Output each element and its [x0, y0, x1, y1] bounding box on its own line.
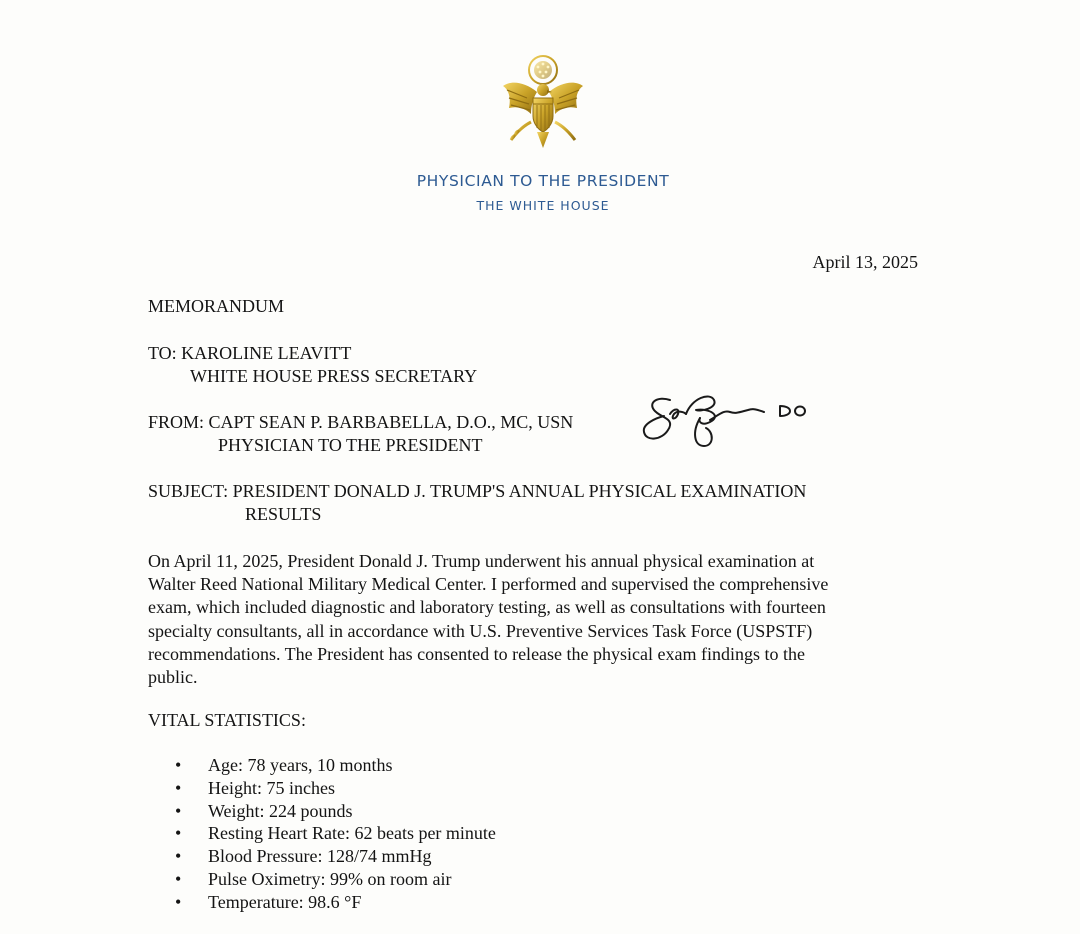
handwritten-signature — [640, 392, 820, 456]
vital-pulse-oximetry: Pulse Oximetry: 99% on room air — [208, 868, 452, 889]
bullet-icon: • — [175, 823, 182, 844]
vital-age: Age: 78 years, 10 months — [208, 755, 393, 775]
list-item — [175, 754, 496, 777]
great-seal-eagle-icon — [497, 52, 589, 152]
to-recipient: TO: KAROLINE LEAVITT — [148, 343, 352, 363]
to-recipient-title: WHITE HOUSE PRESS SECRETARY — [190, 366, 478, 386]
vital-height: Height: 75 inches — [208, 777, 335, 798]
bullet-icon: • — [175, 891, 182, 912]
list-item — [175, 845, 496, 868]
vital-blood-pressure: Blood Pressure: 128/74 mmHg — [208, 846, 432, 867]
subject-line: SUBJECT: PRESIDENT DONALD J. TRUMP'S ANNUAL PHYSICAL EXAMINATION — [148, 481, 807, 501]
memo-date: April 13, 2025 — [812, 252, 918, 272]
body-paragraph — [148, 550, 908, 689]
vitals-heading: VITAL STATISTICS: — [148, 710, 306, 730]
bullet-icon: • — [175, 800, 182, 821]
body-line: public. — [148, 667, 198, 688]
letterhead-subtitle: THE WHITE HOUSE — [476, 198, 610, 213]
vital-heart-rate: Resting Heart Rate: 62 beats per minute — [208, 823, 496, 844]
bullet-icon: • — [175, 777, 182, 798]
list-item — [175, 777, 496, 800]
body-line: Walter Reed National Military Medical Center. I performed and supervised the comprehensive — [148, 574, 829, 595]
from-sender: FROM: CAPT SEAN P. BARBABELLA, D.O., MC, USN — [148, 412, 574, 432]
list-item — [175, 800, 496, 823]
memo-label: MEMORANDUM — [148, 296, 285, 316]
vitals-list — [175, 754, 496, 914]
body-line: recommendations. The President has consented to release the physical exam findings to the — [148, 643, 805, 664]
letterhead-title: PHYSICIAN TO THE PRESIDENT — [416, 172, 670, 190]
body-line: On April 11, 2025, President Donald J. Trump underwent his annual physical examination at — [148, 551, 815, 571]
list-item — [175, 868, 496, 891]
body-line: specialty consultants, all in accordance with U.S. Preventive Services Task Force (USPSTF) — [148, 620, 813, 641]
vital-temperature: Temperature: 98.6 °F — [208, 891, 362, 912]
list-item — [175, 822, 496, 845]
bullet-icon: • — [175, 755, 182, 775]
bullet-icon: • — [175, 846, 182, 867]
list-item — [175, 891, 496, 914]
body-line: exam, which included diagnostic and laboratory testing, as well as consultations with fourteen — [148, 597, 826, 618]
from-sender-title: PHYSICIAN TO THE PRESIDENT — [218, 435, 483, 455]
bullet-icon: • — [175, 868, 182, 889]
vital-weight: Weight: 224 pounds — [208, 800, 353, 821]
subject-line-continued: RESULTS — [245, 504, 322, 524]
